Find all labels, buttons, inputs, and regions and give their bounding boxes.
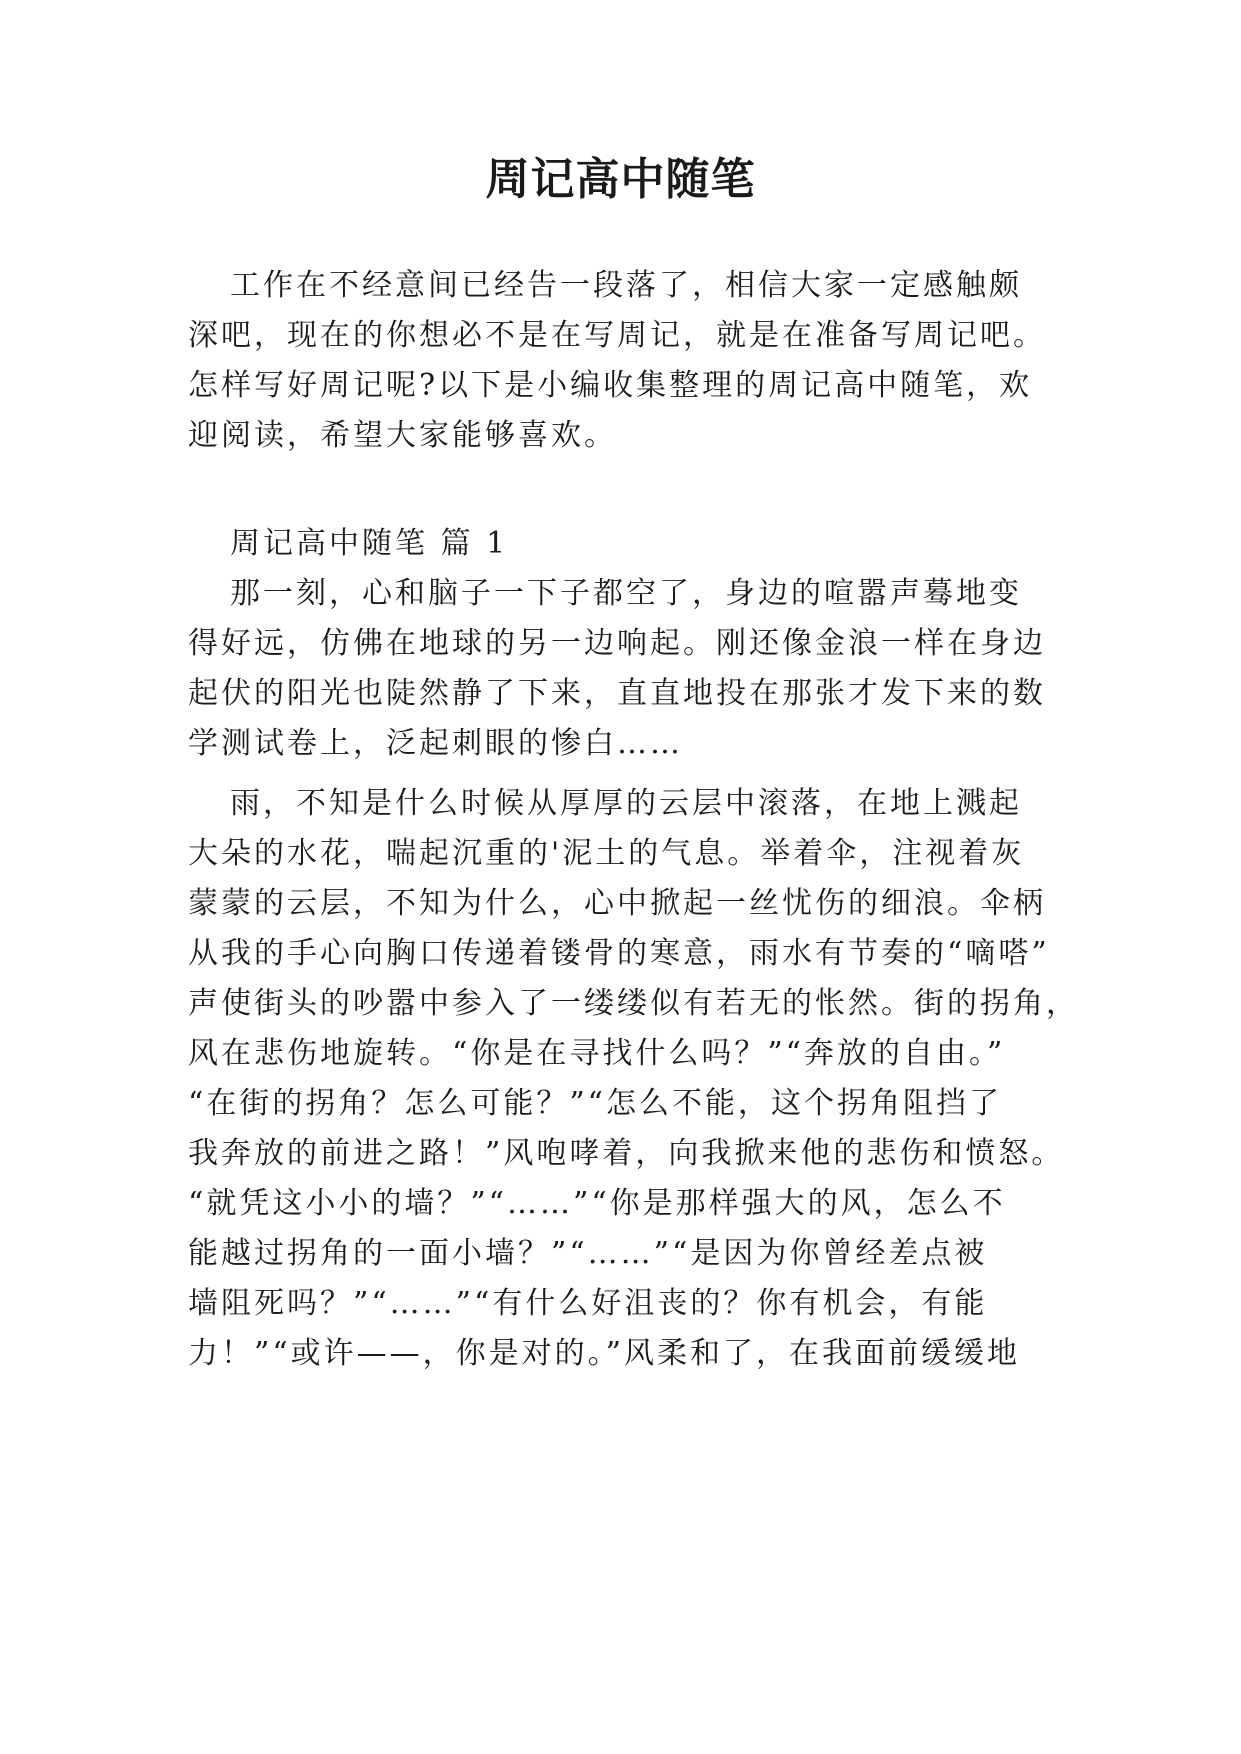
paragraph-line: 雨，不知是什么时候从厚厚的云层中滚落，在地上溅起: [230, 786, 1022, 821]
paragraph-line: 起伏的阳光也陡然静了下来，直直地投在那张才发下来的数: [188, 676, 1046, 711]
document-title: 周记高中随笔: [485, 154, 756, 205]
paragraph-line: 蒙蒙的云层，不知为什么，心中掀起一丝忧伤的细浪。伞柄: [188, 886, 1046, 921]
paragraph-line: 从我的手心向胸口传递着镂骨的寒意，雨水有节奏的“嘀嗒”: [188, 936, 1050, 971]
paragraph-line: 风在悲伤地旋转。“你是在寻找什么吗？”“奔放的自由。”: [188, 1036, 1006, 1071]
paragraph-line: “在街的拐角？怎么可能？”“怎么不能，这个拐角阻挡了: [188, 1086, 1003, 1121]
paragraph-line: 我奔放的前进之路！”风咆哮着，向我掀来他的悲伤和愤怒。: [188, 1136, 1065, 1171]
intro-line: 怎样写好周记呢?以下是小编收集整理的周记高中随笔，欢: [188, 368, 1033, 403]
intro-line: 迎阅读，希望大家能够喜欢。: [188, 418, 617, 453]
paragraph-line: 得好远，仿佛在地球的另一边响起。刚还像金浪一样在身边: [188, 626, 1046, 661]
paragraph-line: 学测试卷上，泛起刺眼的惨白……: [188, 726, 683, 761]
paragraph-line: 力！”“或许——，你是对的。”风柔和了，在我面前缓缓地: [188, 1336, 1021, 1371]
paragraph-line: “就凭这小小的墙？”“……”“你是那样强大的风，怎么不: [188, 1186, 1006, 1221]
intro-line: 深吧，现在的你想必不是在写周记，就是在准备写周记吧。: [188, 318, 1046, 353]
section-heading: 周记高中随笔 篇 1: [230, 526, 509, 561]
paragraph-line: 墙阻死吗？”“……”“有什么好沮丧的？你有机会，有能: [188, 1286, 988, 1321]
paragraph-line: 大朵的水花，喘起沉重的'泥土的气息。举着伞，注视着灰: [188, 836, 1025, 871]
paragraph-line: 那一刻，心和脑子一下子都空了，身边的喧嚣声蓦地变: [230, 576, 1022, 611]
paragraph-line: 能越过拐角的一面小墙？”“……”“是因为你曾经差点被: [188, 1236, 988, 1271]
paragraph-line: 声使街头的吵嚣中参入了一缕缕似有若无的怅然。街的拐角，: [188, 986, 1079, 1021]
intro-line: 工作在不经意间已经告一段落了，相信大家一定感触颇: [230, 268, 1022, 303]
